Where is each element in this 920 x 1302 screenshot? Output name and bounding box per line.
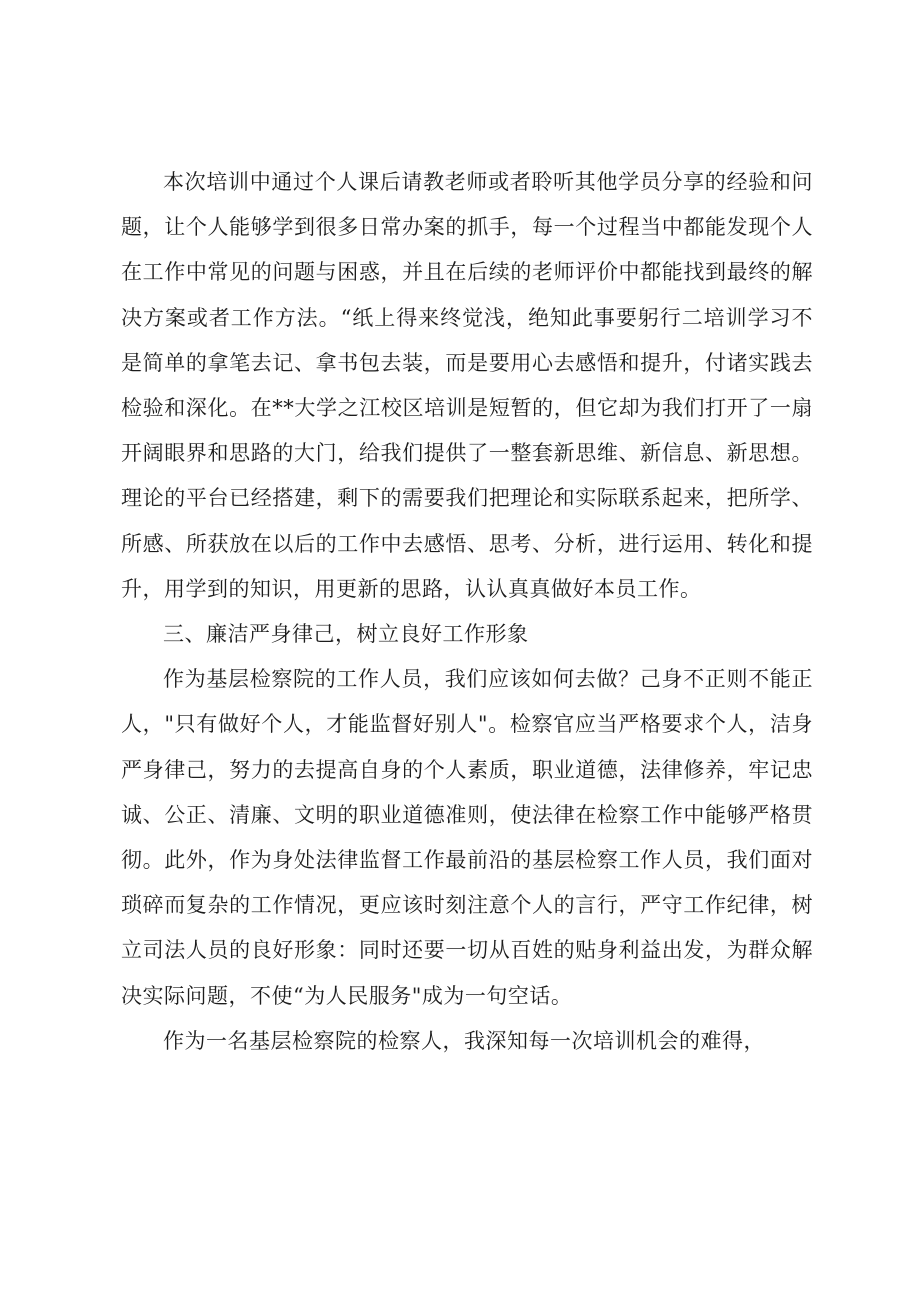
paragraph-training-reflection: 本次培训中通过个人课后请教老师或者聆听其他学员分享的经验和问题，让个人能够学到很多日常办案的抓手，每一个过程当中都能发现个人在工作中常见的问题与困惑，并且在后续的老师评价中都能找到最终的解决方案或者工作方法。“纸上得来终觉浅，绝知此事要躬行二培训学习不是简单的拿笔去记、拿书包去装，而是要用心去感悟和提升，付诸实践去检验和深化。在**大学之江校区培训是短暂的，但它却为我们打开了一扇开阔眼界和思路的大门，给我们提供了一整套新思维、新信息、新思想。理论的平台已经搭建，剩下的需要我们把理论和实际联系起来，把所学、所感、所获放在以后的工作中去感悟、思考、分析，进行运用、转化和提升，用学到的知识，用更新的思路，认认真真做好本员工作。	[121, 170, 813, 601]
section-heading: 三、廉洁严身律己，树立良好工作形象	[163, 622, 529, 647]
paragraph-integrity: 作为基层检察院的工作人员，我们应该如何去做？己身不正则不能正人，"只有做好个人，才能监督好别人"。检察官应当严格要求个人，洁身严身律己，努力的去提高自身的个人素质，职业道德，法律修养，牢记忠诚、公正、清廉、文明的职业道德准则，使法律在检察工作中能够严格贯彻。此外，作为身处法律监督工作最前沿的基层检察工作人员，我们面对琐碎而复杂的工作情况，更应该时刻注意个人的言行，严守工作纪律，树立司法人员的良好形象：同时还要一切从百姓的贴身利益出发，为群众解决实际问题，不使“为人民服务"成为一句空话。	[121, 667, 813, 1008]
document-body	[121, 160, 813, 1064]
paragraph-closing: 作为一名基层检察院的检察人，我深知每一次培训机会的难得，	[163, 1028, 765, 1053]
